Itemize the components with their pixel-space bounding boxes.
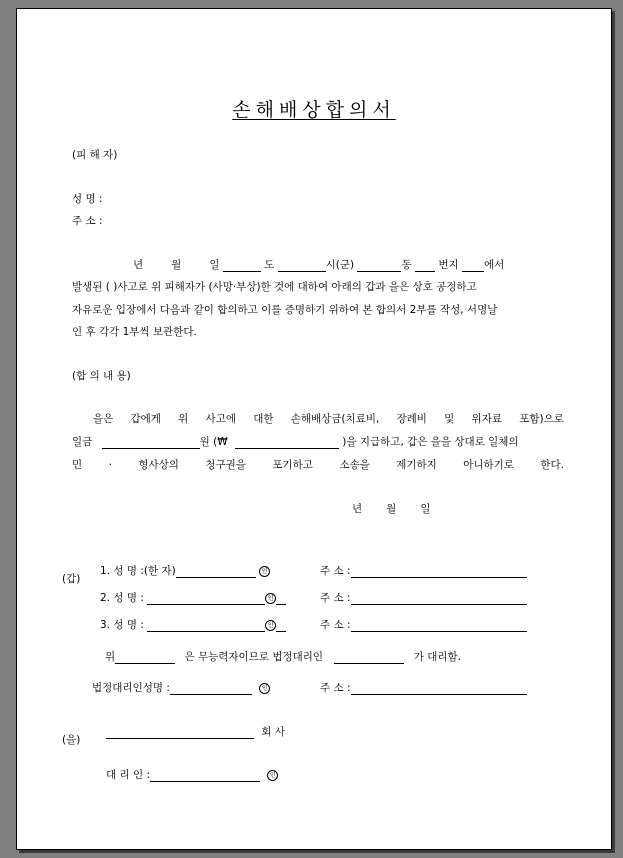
party-b-company: 회 사 [106, 726, 285, 739]
victim-address-label: 주 소 : [72, 215, 103, 227]
party-a-row-3: 3. 성 명 : 인 [100, 619, 286, 632]
seal-icon: 인 [259, 566, 270, 577]
agreement-line-3: 민 · 형사상의 청구권을 포기하고 소송을 제기하지 아니하기로 한다. [72, 459, 564, 471]
incident-line-4: 인 후 각각 1부씩 보관한다. [72, 326, 197, 338]
party-a-address-1: 주 소 : [320, 565, 527, 578]
agreement-line-1: 을은 갑에게 위 사고에 대한 손해배상금(치료비, 장례비 및 위자료 포함)으로 [93, 413, 564, 425]
party-a-row-2: 2. 성 명 : 인 [100, 592, 286, 605]
party-b-label: (을) [62, 734, 81, 746]
legal-rep-address: 주 소 : [320, 682, 527, 695]
seal-icon: 인 [259, 683, 270, 694]
party-a-row-1: 1. 성 명 :(한 자) 인 [100, 565, 270, 578]
proxy-line: 위 은 무능력자이므로 법정대리인 가 대리함. [105, 651, 461, 663]
party-b-agent: 대 리 인 : 인 [106, 769, 278, 782]
party-a-address-3: 주 소 : [320, 619, 527, 632]
seal-icon: 인 [267, 770, 278, 781]
document-page [16, 8, 612, 850]
legal-rep-line: 법정대리인성명 : 인 [92, 682, 270, 695]
seal-icon: 인 [265, 593, 276, 604]
agreement-heading: (합 의 내 용) [72, 370, 131, 382]
party-a-address-2: 주 소 : [320, 592, 527, 605]
signing-date: 년 월 일 [352, 503, 431, 515]
party-a-label: (갑) [62, 573, 81, 585]
document-title: 손해배상합의서 [232, 99, 396, 121]
seal-icon: 인 [265, 620, 276, 631]
victim-name-label: 성 명 : [72, 193, 103, 205]
incident-date-line: 년 월 일 도 시(군) 동 번지 에서 [133, 259, 505, 271]
victim-heading: (피 해 자) [72, 149, 118, 161]
incident-line-3: 자유로운 입장에서 다음과 같이 합의하고 이를 증명하기 위하여 본 합의서 2부를 작성, 서명날 [72, 304, 498, 316]
incident-line-2: 발생된 ( )사고로 위 피해자가 (사망·부상)한 것에 대하여 아래의 갑과 을은 상호 공정하고 [72, 281, 477, 293]
agreement-line-2: 일금 원 (₩ )을 지급하고, 갑은 을을 상대로 일체의 [72, 436, 519, 448]
